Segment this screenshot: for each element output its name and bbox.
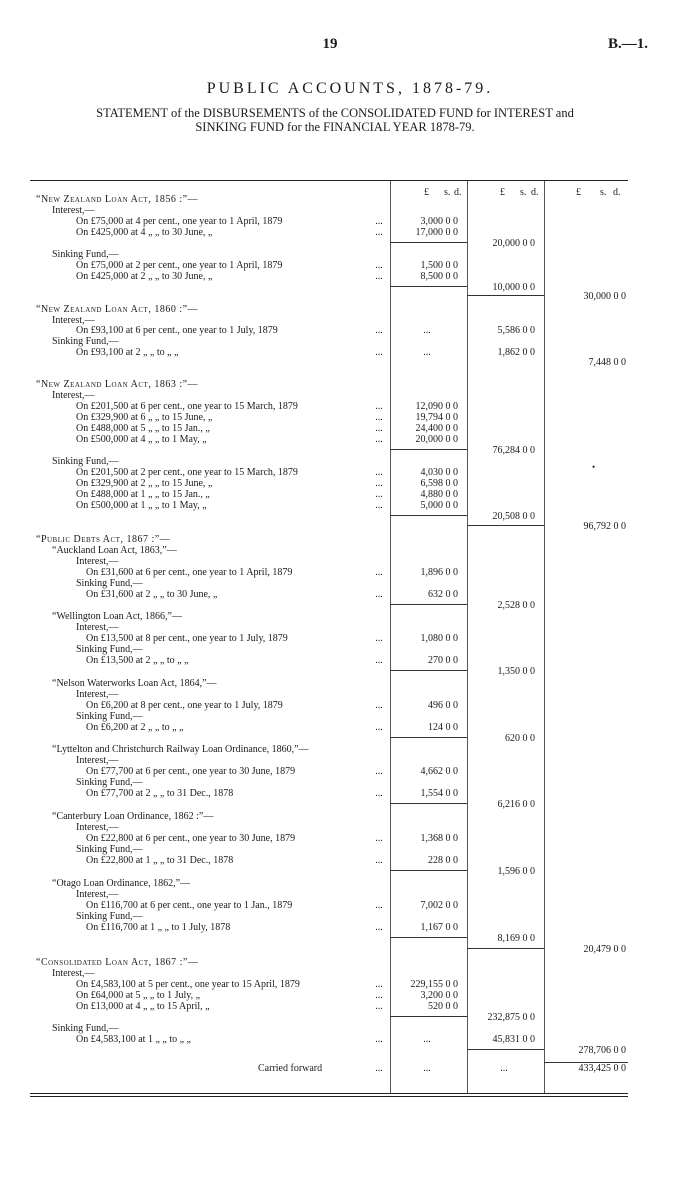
statement-line-text: Interest,—: [76, 556, 119, 567]
leader-dots: ...: [375, 655, 383, 666]
statement-line-text: Sinking Fund,—: [76, 911, 143, 922]
statement-line-text: “Canterbury Loan Ordinance, 1862 :”—: [52, 811, 214, 822]
statement-line-text: Sinking Fund,—: [76, 644, 143, 655]
leader-dots: ...: [375, 216, 383, 227]
item-amount: 3,000 0 0: [420, 216, 458, 227]
subtotal-amount: 20,508 0 0: [492, 511, 535, 522]
statement-line-text: On £329,900 at 6 „ „ to 15 June, „: [76, 412, 213, 423]
statement-line-text: On £329,900 at 2 „ „ to 15 June, „: [76, 478, 213, 489]
col1-shillings-header: s.: [444, 187, 451, 198]
statement-line-text: Interest,—: [76, 622, 119, 633]
item-amount: 632 0 0: [428, 589, 458, 600]
statement-line-text: On £31,600 at 2 „ „ to 30 June, „: [86, 589, 218, 600]
statement-line-text: On £4,583,100 at 5 per cent., one year to 15 April, 1879: [76, 979, 300, 990]
subtotal-amount: 10,000 0 0: [492, 282, 535, 293]
item-amount: 1,080 0 0: [420, 633, 458, 644]
leader-dots: ...: [375, 633, 383, 644]
leader-dots: ...: [375, 1001, 383, 1012]
statement-line-text: On £4,583,100 at 1 „ „ to „ „: [76, 1034, 191, 1045]
statement-line-text: “Wellington Loan Act, 1866,”—: [52, 611, 182, 622]
statement-line-text: Sinking Fund,—: [52, 336, 119, 347]
statement-line-text: On £488,000 at 5 „ „ to 15 Jan., „: [76, 423, 210, 434]
column-divider: [390, 181, 391, 1093]
item-amount: 20,000 0 0: [415, 434, 458, 445]
column-divider: [467, 181, 468, 1093]
item-amount: 520 0 0: [428, 1001, 458, 1012]
leader-dots: ...: [375, 900, 383, 911]
leader-dots: ...: [375, 1063, 383, 1074]
page-number: 19: [322, 36, 338, 52]
sum-rule: [467, 1049, 544, 1050]
column-divider: [544, 181, 545, 1093]
statement-line-text: On £77,700 at 2 „ „ to 31 Dec., 1878: [86, 788, 234, 799]
subtotal-amount: 76,284 0 0: [492, 445, 535, 456]
leader-dots: ...: [375, 589, 383, 600]
statement-line-text: Interest,—: [76, 889, 119, 900]
item-amount: 228 0 0: [428, 855, 458, 866]
total-amount: 20,479 0 0: [583, 944, 626, 955]
item-amount: 3,200 0 0: [420, 990, 458, 1001]
col3-pound-header: £: [576, 187, 581, 198]
leader-dots: ...: [375, 478, 383, 489]
empty-cell-dots: ...: [500, 1063, 508, 1074]
subtotal-amount: 620 0 0: [505, 733, 535, 744]
statement-line-text: Interest,—: [76, 689, 119, 700]
subtotal-amount: 2,528 0 0: [497, 600, 535, 611]
statement-line-text: On £13,500 at 2 „ „ to „ „: [86, 655, 189, 666]
sum-rule: [467, 948, 544, 949]
empty-cell-dots: ...: [423, 1034, 431, 1045]
total-amount: 433,425 0 0: [578, 1063, 626, 1074]
statement-line-text: Interest,—: [52, 390, 95, 401]
item-amount: 12,090 0 0: [415, 401, 458, 412]
statement-line-text: On £93,100 at 2 „ „ to „ „: [76, 347, 179, 358]
leader-dots: ...: [375, 1034, 383, 1045]
statement-line-text: Interest,—: [52, 205, 95, 216]
subtitle-line-1: STATEMENT of the DISBURSEMENTS of the CONSOLIDATED FUND for INTEREST and: [96, 106, 574, 120]
sum-rule: [390, 604, 467, 605]
statement-subtitle: [30, 106, 640, 134]
total-amount: 30,000 0 0: [583, 291, 626, 302]
sum-rule: [467, 295, 544, 296]
page-header: [0, 36, 700, 56]
total-amount: 278,706 0 0: [578, 1045, 626, 1056]
item-amount: 8,500 0 0: [420, 271, 458, 282]
col3-shillings-header: s.: [600, 187, 607, 198]
leader-dots: ...: [375, 700, 383, 711]
statement-line-text: On £6,200 at 2 „ „ to „ „: [86, 722, 184, 733]
statement-line-text: On £75,000 at 4 per cent., one year to 1 April, 1879: [76, 216, 283, 227]
statement-line-text: Sinking Fund,—: [76, 578, 143, 589]
item-amount: 19,794 0 0: [415, 412, 458, 423]
statement-line-text: Sinking Fund,—: [52, 249, 119, 260]
subtotal-amount: 6,216 0 0: [497, 799, 535, 810]
statement-line-text: On £500,000 at 1 „ „ to 1 May, „: [76, 500, 207, 511]
statement-line-text: “Auckland Loan Act, 1863,”—: [52, 545, 177, 556]
subtitle-line-2: SINKING FUND for the FINANCIAL YEAR 1878-79.: [195, 120, 475, 134]
statement-line-text: Sinking Fund,—: [76, 711, 143, 722]
statement-line-text: Interest,—: [76, 755, 119, 766]
statement-line-text: On £22,800 at 1 „ „ to 31 Dec., 1878: [86, 855, 234, 866]
statement-line-text: “New Zealand Loan Act, 1856 :”—: [36, 194, 199, 205]
statement-line-text: On £6,200 at 8 per cent., one year to 1 July, 1879: [86, 700, 283, 711]
leader-dots: ...: [375, 347, 383, 358]
leader-dots: ...: [375, 412, 383, 423]
item-amount: 4,030 0 0: [420, 467, 458, 478]
leader-dots: ...: [375, 227, 383, 238]
item-amount: 1,896 0 0: [420, 567, 458, 578]
leader-dots: ...: [375, 434, 383, 445]
leader-dots: ...: [375, 260, 383, 271]
leader-dots: ...: [375, 423, 383, 434]
leader-dots: ...: [375, 489, 383, 500]
empty-cell-dots: ...: [423, 325, 431, 336]
item-amount: 124 0 0: [428, 722, 458, 733]
sum-rule: [390, 515, 467, 516]
item-amount: 4,662 0 0: [420, 766, 458, 777]
statement-line-text: Interest,—: [52, 968, 95, 979]
leader-dots: ...: [375, 922, 383, 933]
page-title: PUBLIC ACCOUNTS, 1878-79.: [206, 80, 494, 97]
statement-line-text: On £75,000 at 2 per cent., one year to 1 April, 1879: [76, 260, 283, 271]
leader-dots: ...: [375, 325, 383, 336]
statement-line-text: On £93,100 at 6 per cent., one year to 1 July, 1879: [76, 325, 278, 336]
sum-rule: [390, 670, 467, 671]
statement-line-text: Carried forward: [258, 1063, 323, 1074]
statement-line-text: On £116,700 at 6 per cent., one year to 1 Jan., 1879: [86, 900, 293, 911]
statement-line-text: On £500,000 at 4 „ „ to 1 May, „: [76, 434, 207, 445]
item-amount: 496 0 0: [428, 700, 458, 711]
sum-rule: [390, 937, 467, 938]
sum-rule: [544, 1062, 628, 1063]
sum-rule: [390, 737, 467, 738]
subtotal-amount: 1,596 0 0: [497, 866, 535, 877]
statement-line-text: On £488,000 at 1 „ „ to 15 Jan., „: [76, 489, 210, 500]
sum-rule: [390, 242, 467, 243]
item-amount: 7,002 0 0: [420, 900, 458, 911]
statement-line-text: Sinking Fund,—: [52, 1023, 119, 1034]
statement-line-text: Interest,—: [76, 822, 119, 833]
subtotal-amount: 1,862 0 0: [497, 347, 535, 358]
statement-line-text: On £425,000 at 4 „ „ to 30 June, „: [76, 227, 213, 238]
item-amount: 17,000 0 0: [415, 227, 458, 238]
table-bottom-rule: [30, 1096, 628, 1097]
col1-pence-header: d.: [454, 187, 462, 198]
statement-line-text: On £116,700 at 1 „ „ to 1 July, 1878: [86, 922, 231, 933]
item-amount: 24,400 0 0: [415, 423, 458, 434]
empty-cell-dots: ...: [423, 347, 431, 358]
item-amount: 4,880 0 0: [420, 489, 458, 500]
statement-line-text: On £13,000 at 4 „ „ to 15 April, „: [76, 1001, 210, 1012]
subtotal-amount: 45,831 0 0: [492, 1034, 535, 1045]
statement-line-text: On £201,500 at 6 per cent., one year to 15 March, 1879: [76, 401, 298, 412]
sum-rule: [390, 870, 467, 871]
item-amount: 270 0 0: [428, 655, 458, 666]
col3-pence-header: d.: [613, 187, 621, 198]
statement-line-text: “Nelson Waterworks Loan Act, 1864,”—: [52, 678, 217, 689]
leader-dots: ...: [375, 766, 383, 777]
statement-line-text: On £64,000 at 5 „ „ to 1 July, „: [76, 990, 201, 1001]
statement-line-text: “Otago Loan Ordinance, 1862,”—: [52, 878, 191, 889]
statement-line-text: On £425,000 at 2 „ „ to 30 June, „: [76, 271, 213, 282]
statement-line-text: On £31,600 at 6 per cent., one year to 1 April, 1879: [86, 567, 293, 578]
col2-pence-header: d.: [531, 187, 539, 198]
leader-dots: ...: [375, 788, 383, 799]
sum-rule: [390, 286, 467, 287]
item-amount: 1,500 0 0: [420, 260, 458, 271]
col1-pound-header: £: [424, 187, 429, 198]
statement-line-text: “New Zealand Loan Act, 1860 :”—: [36, 304, 199, 315]
statement-line-text: Sinking Fund,—: [76, 844, 143, 855]
statement-line-text: Sinking Fund,—: [52, 456, 119, 467]
statement-line-text: On £201,500 at 2 per cent., one year to 15 March, 1879: [76, 467, 298, 478]
subtotal-amount: 5,586 0 0: [497, 325, 535, 336]
leader-dots: ...: [375, 500, 383, 511]
statement-line-text: “New Zealand Loan Act, 1863 :”—: [36, 379, 199, 390]
leader-dots: ...: [375, 855, 383, 866]
statement-line-text: “Public Debts Act, 1867 :”—: [36, 534, 171, 545]
subtotal-amount: 20,000 0 0: [492, 238, 535, 249]
leader-dots: ...: [375, 467, 383, 478]
col2-pound-header: £: [500, 187, 505, 198]
subtotal-amount: 1,350 0 0: [497, 666, 535, 677]
statement-line-text: Interest,—: [52, 315, 95, 326]
item-amount: 6,598 0 0: [420, 478, 458, 489]
statement-line-text: On £22,800 at 6 per cent., one year to 30 June, 1879: [86, 833, 296, 844]
ink-mark: •: [592, 462, 596, 472]
statement-line-text: On £13,500 at 8 per cent., one year to 1 July, 1879: [86, 633, 288, 644]
item-amount: 1,368 0 0: [420, 833, 458, 844]
statement-line-text: Sinking Fund,—: [76, 777, 143, 788]
total-amount: 7,448 0 0: [588, 357, 626, 368]
leader-dots: ...: [375, 990, 383, 1001]
subtotal-amount: 232,875 0 0: [487, 1012, 535, 1023]
statement-line-text: On £77,700 at 6 per cent., one year to 30 June, 1879: [86, 766, 296, 777]
statement-line-text: “Consolidated Loan Act, 1867 :”—: [36, 957, 199, 968]
subtotal-amount: 8,169 0 0: [497, 933, 535, 944]
leader-dots: ...: [375, 979, 383, 990]
statement-line-text: “Lyttelton and Christchurch Railway Loan Ordinance, 1860,”—: [52, 744, 309, 755]
item-amount: 229,155 0 0: [410, 979, 458, 990]
item-amount: 1,554 0 0: [420, 788, 458, 799]
col2-shillings-header: s.: [520, 187, 527, 198]
item-amount: 1,167 0 0: [420, 922, 458, 933]
total-amount: 96,792 0 0: [583, 521, 626, 532]
sum-rule: [390, 803, 467, 804]
sum-rule: [390, 1016, 467, 1017]
page-reference: B.—1.: [607, 36, 648, 52]
leader-dots: ...: [375, 271, 383, 282]
sum-rule: [390, 449, 467, 450]
sum-rule: [467, 525, 544, 526]
empty-cell-dots: ...: [423, 1063, 431, 1074]
item-amount: 5,000 0 0: [420, 500, 458, 511]
leader-dots: ...: [375, 833, 383, 844]
leader-dots: ...: [375, 401, 383, 412]
leader-dots: ...: [375, 722, 383, 733]
leader-dots: ...: [375, 567, 383, 578]
